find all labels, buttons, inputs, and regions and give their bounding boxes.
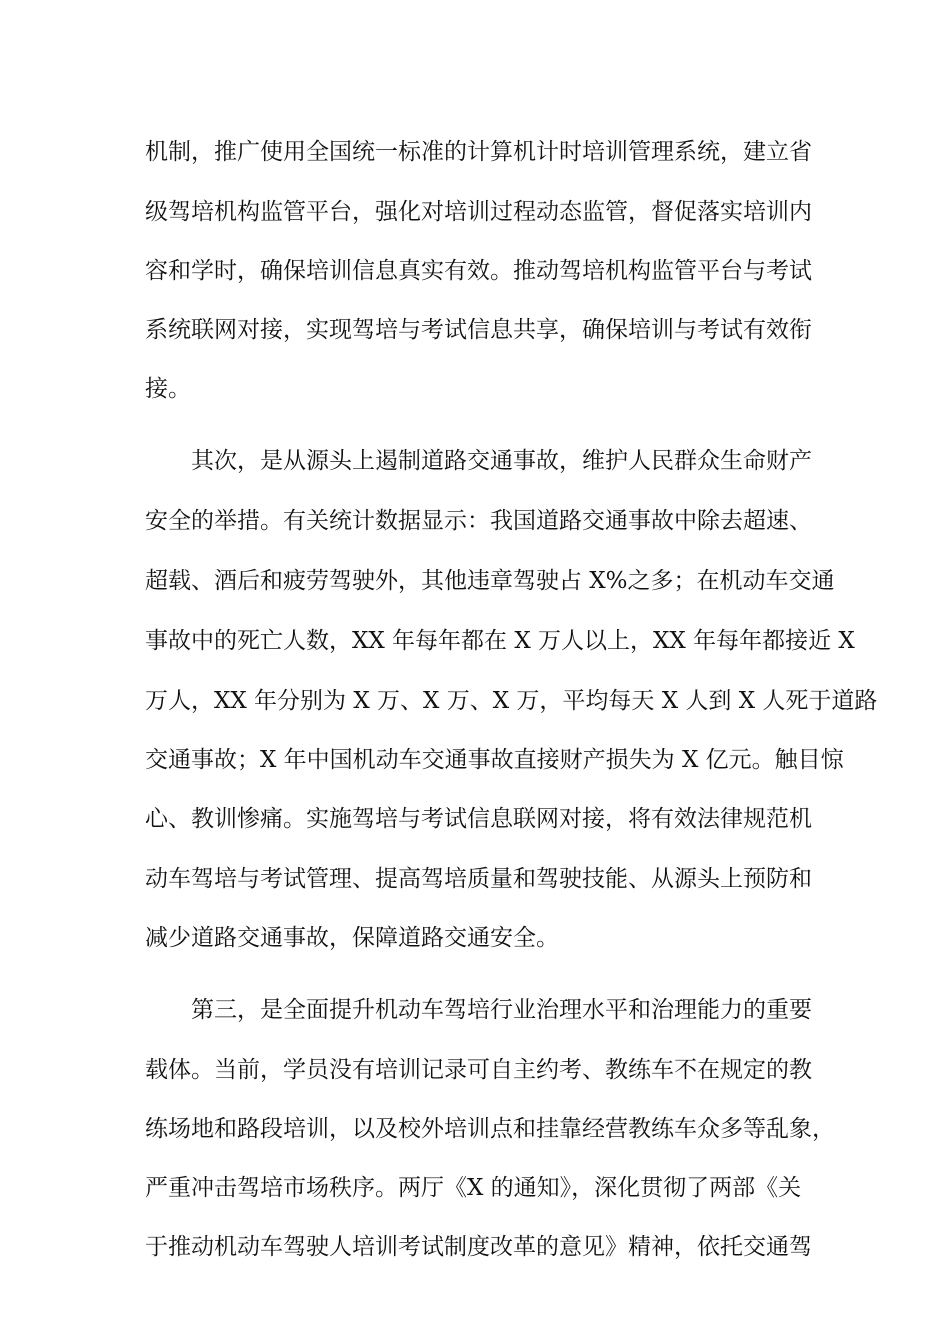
paragraph-line: 万人，XX 年分别为 X 万、X 万、X 万，平均每天 X 人到 X 人死于道路 bbox=[145, 688, 878, 714]
paragraph-line: 载体。当前，学员没有培训记录可自主约考、教练车不在规定的教 bbox=[145, 1057, 812, 1083]
paragraph-line: 接。 bbox=[145, 376, 191, 402]
paragraph-line: 级驾培机构监管平台，强化对培训过程动态监管，督促落实培训内 bbox=[145, 199, 812, 225]
paragraph-line: 于推动机动车驾驶人培训考试制度改革的意见》精神，依托交通驾 bbox=[145, 1234, 812, 1260]
paragraph-line: 系统联网对接，实现驾培与考试信息共享，确保培训与考试有效衔 bbox=[145, 317, 812, 343]
paragraph-line: 减少道路交通事故，保障道路交通安全。 bbox=[145, 925, 559, 951]
paragraph-line: 机制，推广使用全国统一标准的计算机计时培训管理系统，建立省 bbox=[145, 139, 812, 165]
paragraph-line: 其次，是从源头上遏制道路交通事故，维护人民群众生命财产 bbox=[191, 448, 812, 474]
paragraph-line: 事故中的死亡人数，XX 年每年都在 X 万人以上，XX 年每年都接近 X bbox=[145, 628, 855, 654]
paragraph-line: 练场地和路段培训，以及校外培训点和挂靠经营教练车众多等乱象， bbox=[145, 1116, 835, 1142]
paragraph-line: 容和学时，确保培训信息真实有效。推动驾培机构监管平台与考试 bbox=[145, 258, 812, 284]
paragraph-line: 超载、酒后和疲劳驾驶外，其他违章驾驶占 X%之多；在机动车交通 bbox=[145, 568, 835, 594]
paragraph-line: 心、教训惨痛。实施驾培与考试信息联网对接，将有效法律规范机 bbox=[145, 806, 812, 832]
paragraph-line: 交通事故；X 年中国机动车交通事故直接财产损失为 X 亿元。触目惊 bbox=[145, 747, 844, 773]
paragraph-line: 安全的举措。有关统计数据显示：我国道路交通事故中除去超速、 bbox=[145, 508, 812, 534]
paragraph-line: 第三，是全面提升机动车驾培行业治理水平和治理能力的重要 bbox=[191, 997, 812, 1023]
paragraph-line: 动车驾培与考试管理、提高驾培质量和驾驶技能、从源头上预防和 bbox=[145, 866, 812, 892]
paragraph-line: 严重冲击驾培市场秩序。两厅《X 的通知》，深化贯彻了两部《关 bbox=[145, 1175, 802, 1201]
